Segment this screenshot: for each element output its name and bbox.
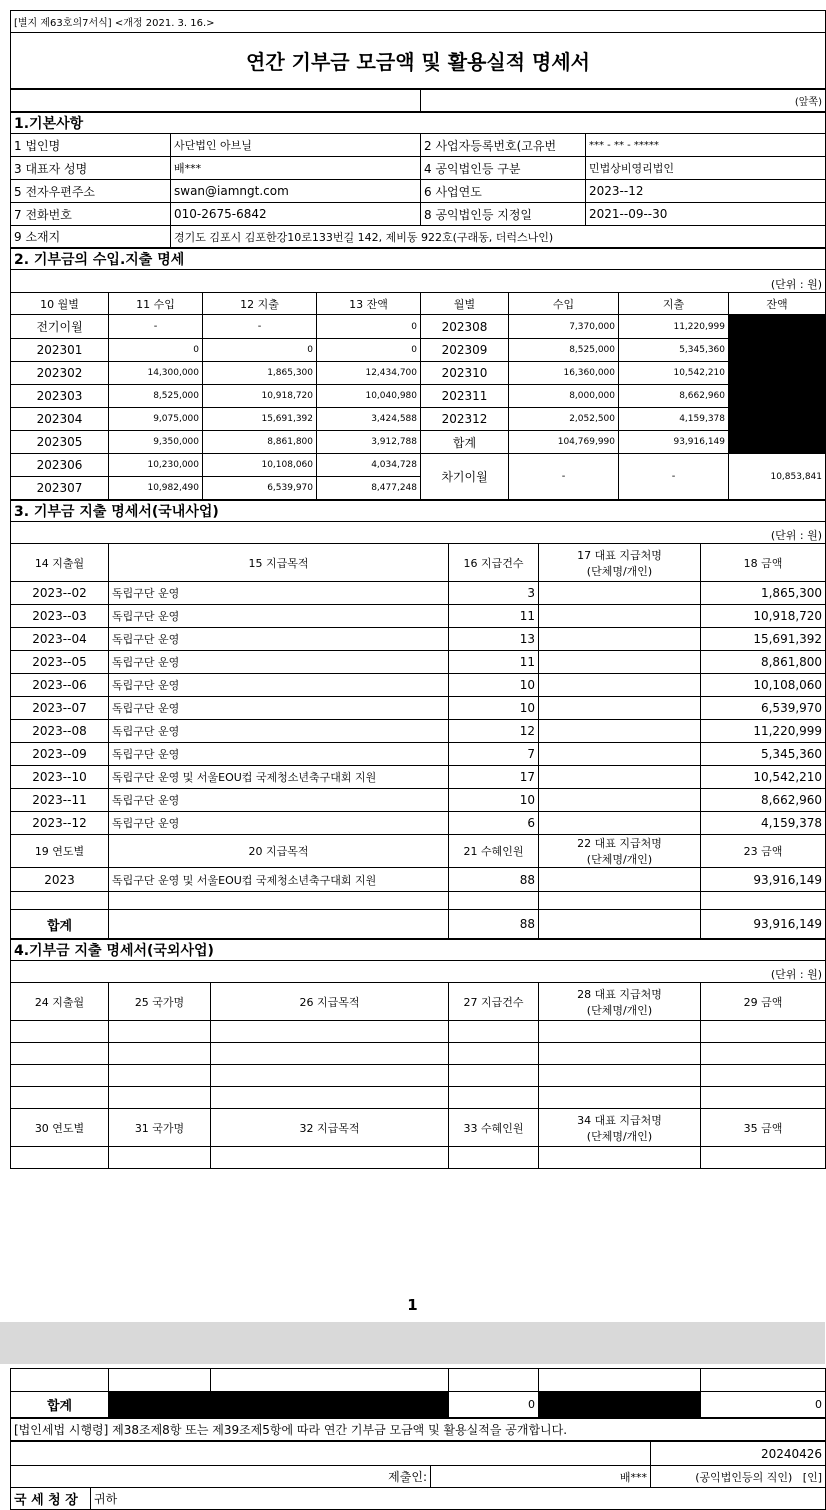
- col-header-line: 22 대표 지급처명: [577, 837, 662, 850]
- table-row: [11, 1087, 826, 1109]
- table-row: [11, 892, 826, 910]
- income-cell: 10,982,490: [109, 477, 203, 500]
- col-header: [539, 835, 701, 868]
- section-4-unit: (단위 : 원): [11, 961, 826, 983]
- col-header: 21 수혜인원: [449, 835, 539, 868]
- table-row: 2023--02 독립구단 운영 3 1,865,300: [11, 582, 826, 605]
- label-fiscal-year: 6 사업연도: [421, 180, 586, 203]
- income-cell: 0: [109, 339, 203, 362]
- month-cell: 202303: [11, 385, 109, 408]
- total-label: 합계: [421, 431, 509, 454]
- income-cell: 8,525,000: [109, 385, 203, 408]
- overseas-expense-table: [10, 939, 826, 1169]
- table-row: 2023--04 독립구단 운영 13 15,691,392: [11, 628, 826, 651]
- page-2: [0, 1364, 825, 1508]
- col-header-line: 28 대표 지급처명: [577, 987, 662, 1001]
- month-cell: 전기이월: [11, 315, 109, 339]
- col-header-line: (단체명/개인): [586, 1003, 653, 1017]
- income-cell: 7,370,000: [509, 315, 619, 339]
- legal-statement: [법인세법 시행령] 제38조제8항 또는 제39조제5항에 따라 연간 기부금 모금액 및 활용실적을 공개합니다.: [11, 1419, 826, 1441]
- col-header: 20 지급목적: [109, 835, 449, 868]
- income-cell: 9,075,000: [109, 408, 203, 431]
- expense-cell: 8,662,960: [619, 385, 729, 408]
- col-header: 23 금액: [701, 835, 826, 868]
- label-corp-name: 1 법인명: [11, 134, 171, 157]
- income-expense-table: [10, 248, 826, 500]
- value-rep-name: 배***: [171, 157, 421, 180]
- income-cell: 9,350,000: [109, 431, 203, 454]
- section-1-heading: 1.기본사항: [11, 113, 826, 134]
- form-sheet-2: [10, 1368, 825, 1510]
- carry-forward-expense: -: [619, 454, 729, 500]
- recipient-office: 국 세 청 장: [11, 1488, 91, 1510]
- col-header: 29 금액: [701, 983, 826, 1021]
- carry-forward-balance: 10,853,841: [729, 454, 826, 500]
- income-cell: 16,360,000: [509, 362, 619, 385]
- col-header: 13 잔액: [317, 293, 421, 315]
- seal-mark: [인]: [802, 1470, 823, 1484]
- income-cell: -: [109, 315, 203, 339]
- col-header: 15 지급목적: [109, 544, 449, 582]
- table-row: 2023--03 독립구단 운영 11 10,918,720: [11, 605, 826, 628]
- balance-cell: 10,040,980: [317, 385, 421, 408]
- balance-cell: 0: [317, 315, 421, 339]
- section-3-heading: 3. 기부금 지출 명세서(국내사업): [11, 501, 826, 522]
- value-biz-number: *** - ** - *****: [586, 134, 826, 157]
- expense-cell: 1,865,300: [203, 362, 317, 385]
- redacted-cell: [109, 1392, 449, 1418]
- balance-cell: 4,034,728: [317, 454, 421, 477]
- value-address: 경기도 김포시 김포한강10로133번길 142, 제비동 922호(구래동, 더럭스나인): [171, 226, 826, 248]
- table-row: 2023--07 독립구단 운영 10 6,539,970: [11, 697, 826, 720]
- col-header: 19 연도별: [11, 835, 109, 868]
- official-seal-label: (공익법인등의 직인): [695, 1470, 793, 1484]
- form-sheet: [10, 10, 825, 1169]
- col-header-line: 34 대표 지급처명: [577, 1113, 662, 1127]
- label-address: 9 소재지: [11, 226, 171, 248]
- recipient-honorific: 귀하: [91, 1488, 826, 1510]
- table-row: [11, 1392, 826, 1418]
- balance-cell: 0: [317, 339, 421, 362]
- col-header-line: (단체명/개인): [586, 564, 653, 578]
- income-cell: 14,300,000: [109, 362, 203, 385]
- overseas-total-table: [10, 1368, 826, 1418]
- expense-cell: 10,108,060: [203, 454, 317, 477]
- table-row: [11, 910, 826, 939]
- total-label: 합계: [11, 1392, 109, 1418]
- month-cell: 202310: [421, 362, 509, 385]
- carry-forward-income: -: [509, 454, 619, 500]
- table-row: 2023--08 독립구단 운영 12 11,220,999: [11, 720, 826, 743]
- table-row: 2023 독립구단 운영 및 서울EOU컵 국제청소년축구대회 지원 88 93,916,149: [11, 868, 826, 892]
- col-header: 잔액: [729, 293, 826, 315]
- expense-cell: 8,861,800: [203, 431, 317, 454]
- month-cell: 202311: [421, 385, 509, 408]
- total-count: 88: [449, 910, 539, 939]
- section-4-heading: 4.기부금 지출 명세서(국외사업): [11, 940, 826, 961]
- month-cell: 202308: [421, 315, 509, 339]
- col-header: 12 지출: [203, 293, 317, 315]
- expense-cell: 4,159,378: [619, 408, 729, 431]
- col-header: 31 국가명: [109, 1109, 211, 1147]
- table-row: 2023--11 독립구단 운영 10 8,662,960: [11, 789, 826, 812]
- expense-cell: 10,542,210: [619, 362, 729, 385]
- col-header: 지출: [619, 293, 729, 315]
- table-row: [11, 454, 826, 477]
- col-header: 월별: [421, 293, 509, 315]
- form-header: [별지 제63호의7서식] <개정 2021. 3. 16.>: [11, 11, 826, 33]
- expense-total: 93,916,149: [619, 431, 729, 454]
- income-cell: 2,052,500: [509, 408, 619, 431]
- label-biz-number: 2 사업자등록번호(고유번: [421, 134, 586, 157]
- page-title: 연간 기부금 모금액 및 활용실적 명세서: [11, 33, 826, 89]
- front-row: [10, 89, 826, 112]
- expense-cell: 15,691,392: [203, 408, 317, 431]
- domestic-expense-table: [10, 500, 826, 939]
- col-header: 25 국가명: [109, 983, 211, 1021]
- signature-table: [10, 1441, 826, 1510]
- table-row: [11, 362, 826, 385]
- table-row: [11, 1147, 826, 1169]
- month-cell: 202312: [421, 408, 509, 431]
- statement-table: [10, 1418, 826, 1441]
- col-header-line: (단체명/개인): [586, 853, 653, 866]
- page-number: 1: [407, 1296, 418, 1314]
- table-row: [11, 408, 826, 431]
- income-cell: 8,525,000: [509, 339, 619, 362]
- col-header: 10 월별: [11, 293, 109, 315]
- value-phone: 010-2675-6842: [171, 203, 421, 226]
- col-header-line: (단체명/개인): [586, 1129, 653, 1143]
- balance-cell: 8,477,248: [317, 477, 421, 500]
- expense-cell: 5,345,360: [619, 339, 729, 362]
- col-header: 26 지급목적: [211, 983, 449, 1021]
- table-row: [11, 1043, 826, 1065]
- expense-cell: 10,918,720: [203, 385, 317, 408]
- seal-cell: [651, 1466, 826, 1488]
- month-cell: 202306: [11, 454, 109, 477]
- front-label: (앞쪽): [421, 90, 826, 112]
- redacted-cell: [539, 1392, 701, 1418]
- balance-cell: 3,912,788: [317, 431, 421, 454]
- section-2-heading: 2. 기부금의 수입.지출 명세: [11, 249, 826, 270]
- table-row: [11, 315, 826, 339]
- expense-cell: 6,539,970: [203, 477, 317, 500]
- label-email: 5 전자우편주소: [11, 180, 171, 203]
- value-corp-name: 사단법인 아브닐: [171, 134, 421, 157]
- income-cell: 8,000,000: [509, 385, 619, 408]
- total-count: 0: [449, 1392, 539, 1418]
- col-header: 16 지급건수: [449, 544, 539, 582]
- col-header: 11 수입: [109, 293, 203, 315]
- label-phone: 7 전화번호: [11, 203, 171, 226]
- table-row: 2023--10 독립구단 운영 및 서울EOU컵 국제청소년축구대회 지원 17 10,542,210: [11, 766, 826, 789]
- month-cell: 202304: [11, 408, 109, 431]
- label-corp-type: 4 공익법인등 구분: [421, 157, 586, 180]
- balance-cell: 3,424,588: [317, 408, 421, 431]
- table-row: [11, 339, 826, 362]
- col-header: [539, 544, 701, 582]
- section-3-unit: (단위 : 원): [11, 522, 826, 544]
- income-cell: 10,230,000: [109, 454, 203, 477]
- col-header: 33 수혜인원: [449, 1109, 539, 1147]
- month-cell: 202307: [11, 477, 109, 500]
- month-cell: 202305: [11, 431, 109, 454]
- basic-info-table: [10, 112, 826, 248]
- col-header: 24 지출월: [11, 983, 109, 1021]
- expense-cell: 11,220,999: [619, 315, 729, 339]
- section-2-unit: (단위 : 원): [11, 270, 826, 293]
- total-amount: 0: [701, 1392, 826, 1418]
- header-table: [10, 10, 826, 89]
- value-designation-date: 2021--09--30: [586, 203, 826, 226]
- balance-cell: 12,434,700: [317, 362, 421, 385]
- col-header: 27 지급건수: [449, 983, 539, 1021]
- col-header-line: 17 대표 지급처명: [577, 548, 662, 562]
- total-amount: 93,916,149: [701, 910, 826, 939]
- col-header: 30 연도별: [11, 1109, 109, 1147]
- col-header: 35 금액: [701, 1109, 826, 1147]
- carry-forward-label: 차기이월: [421, 454, 509, 500]
- submitter-label: 제출인:: [91, 1466, 431, 1488]
- expense-cell: -: [203, 315, 317, 339]
- table-row: 2023--06 독립구단 운영 10 10,108,060: [11, 674, 826, 697]
- col-header: [539, 983, 701, 1021]
- table-row: [11, 1021, 826, 1043]
- table-row: [11, 1065, 826, 1087]
- value-email: swan@iamngt.com: [171, 180, 421, 203]
- month-cell: 202309: [421, 339, 509, 362]
- col-header: [539, 1109, 701, 1147]
- table-row: 2023--12 독립구단 운영 6 4,159,378: [11, 812, 826, 835]
- submitter-name: 배***: [431, 1466, 651, 1488]
- table-row: [11, 1369, 826, 1392]
- col-header: 18 금액: [701, 544, 826, 582]
- label-rep-name: 3 대표자 성명: [11, 157, 171, 180]
- month-cell: 202302: [11, 362, 109, 385]
- table-row: 2023--05 독립구단 운영 11 8,861,800: [11, 651, 826, 674]
- col-header: 14 지출월: [11, 544, 109, 582]
- page-gap: [0, 1322, 825, 1364]
- label-designation-date: 8 공익법인등 지정일: [421, 203, 586, 226]
- col-header: 32 지급목적: [211, 1109, 449, 1147]
- table-row: [11, 385, 826, 408]
- table-row: [11, 431, 826, 454]
- value-corp-type: 민법상비영리법인: [586, 157, 826, 180]
- expense-cell: 0: [203, 339, 317, 362]
- total-label: 합계: [11, 910, 109, 939]
- income-total: 104,769,990: [509, 431, 619, 454]
- report-date: 20240426: [651, 1442, 826, 1466]
- value-fiscal-year: 2023--12: [586, 180, 826, 203]
- month-cell: 202301: [11, 339, 109, 362]
- redacted-balance: [729, 315, 826, 454]
- col-header: 수입: [509, 293, 619, 315]
- table-row: 2023--09 독립구단 운영 7 5,345,360: [11, 743, 826, 766]
